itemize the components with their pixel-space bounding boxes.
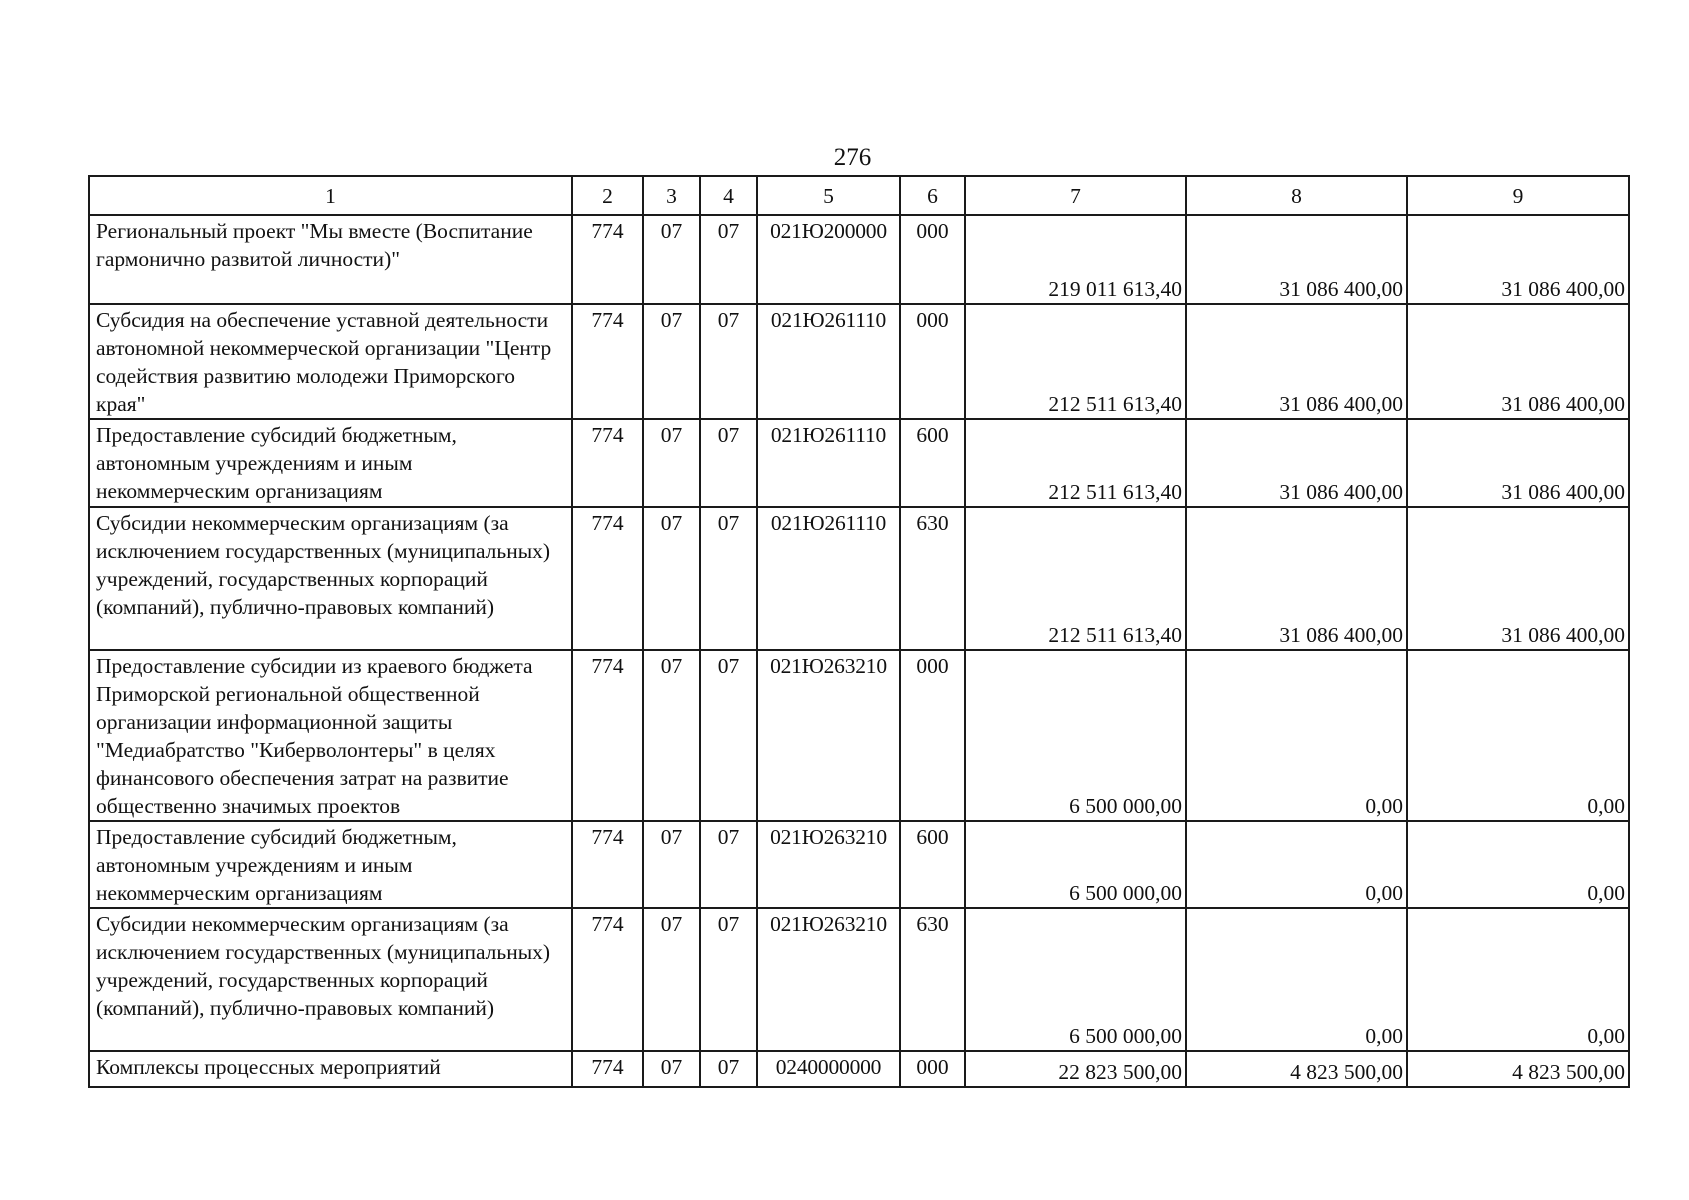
cell-subsection: 07 <box>700 419 757 507</box>
cell-subsection: 07 <box>700 650 757 821</box>
cell-amount-col7: 22 823 500,00 <box>965 1051 1186 1087</box>
cell-amount-col7: 212 511 613,40 <box>965 507 1186 650</box>
cell-section: 07 <box>643 215 700 304</box>
row-name: Субсидии некоммерческим организациям (за исключением государственных (муниципальных) учреждений, государственных корпораций (компаний), публично-правовых компаний) <box>89 908 572 1051</box>
cell-amount-col9: 31 086 400,00 <box>1407 215 1629 304</box>
cell-amount-col9: 0,00 <box>1407 908 1629 1051</box>
row-name: Комплексы процессных мероприятий <box>89 1051 572 1087</box>
table-row <box>89 304 1629 419</box>
cell-amount-col7: 6 500 000,00 <box>965 908 1186 1051</box>
cell-target-article: 021Ю261110 <box>757 419 900 507</box>
cell-subsection: 07 <box>700 821 757 908</box>
cell-subsection: 07 <box>700 215 757 304</box>
cell-amount-col9: 31 086 400,00 <box>1407 419 1629 507</box>
cell-section: 07 <box>643 908 700 1051</box>
cell-target-article: 021Ю263210 <box>757 821 900 908</box>
table-row <box>89 507 1629 650</box>
cell-amount-col9: 31 086 400,00 <box>1407 507 1629 650</box>
cell-target-article: 021Ю261110 <box>757 507 900 650</box>
cell-amount-col8: 0,00 <box>1186 650 1407 821</box>
cell-target-article: 0240000000 <box>757 1051 900 1087</box>
cell-department: 774 <box>572 304 643 419</box>
cell-amount-col8: 0,00 <box>1186 821 1407 908</box>
cell-section: 07 <box>643 507 700 650</box>
cell-amount-col9: 0,00 <box>1407 650 1629 821</box>
row-name: Субсидия на обеспечение уставной деятельности автономной некоммерческой организации "Центр содействия развитию молодежи Приморского края" <box>89 304 572 419</box>
cell-section: 07 <box>643 1051 700 1087</box>
cell-section: 07 <box>643 419 700 507</box>
cell-amount-col8: 31 086 400,00 <box>1186 507 1407 650</box>
cell-expense-type: 630 <box>900 908 965 1051</box>
cell-subsection: 07 <box>700 1051 757 1087</box>
column-header: 3 <box>643 176 700 215</box>
table-row <box>89 215 1629 304</box>
row-name: Субсидии некоммерческим организациям (за исключением государственных (муниципальных) учреждений, государственных корпораций (компаний), публично-правовых компаний) <box>89 507 572 650</box>
cell-amount-col9: 0,00 <box>1407 821 1629 908</box>
cell-department: 774 <box>572 1051 643 1087</box>
table-header-row <box>89 176 1629 215</box>
cell-amount-col8: 31 086 400,00 <box>1186 419 1407 507</box>
cell-expense-type: 600 <box>900 821 965 908</box>
row-name: Предоставление субсидий бюджетным, автономным учреждениям и иным некоммерческим организациям <box>89 821 572 908</box>
cell-department: 774 <box>572 821 643 908</box>
table-row <box>89 821 1629 908</box>
column-header: 7 <box>965 176 1186 215</box>
row-name: Региональный проект "Мы вместе (Воспитание гармонично развитой личности)" <box>89 215 572 304</box>
column-header: 8 <box>1186 176 1407 215</box>
table-row <box>89 650 1629 821</box>
cell-expense-type: 000 <box>900 304 965 419</box>
column-header: 6 <box>900 176 965 215</box>
budget-table <box>88 175 1630 1088</box>
cell-section: 07 <box>643 821 700 908</box>
cell-amount-col7: 212 511 613,40 <box>965 304 1186 419</box>
cell-expense-type: 000 <box>900 215 965 304</box>
column-header: 4 <box>700 176 757 215</box>
table-row <box>89 419 1629 507</box>
cell-target-article: 021Ю200000 <box>757 215 900 304</box>
cell-amount-col7: 6 500 000,00 <box>965 650 1186 821</box>
cell-amount-col7: 212 511 613,40 <box>965 419 1186 507</box>
cell-department: 774 <box>572 650 643 821</box>
cell-target-article: 021Ю263210 <box>757 908 900 1051</box>
cell-amount-col8: 31 086 400,00 <box>1186 215 1407 304</box>
cell-amount-col9: 4 823 500,00 <box>1407 1051 1629 1087</box>
cell-department: 774 <box>572 215 643 304</box>
cell-expense-type: 630 <box>900 507 965 650</box>
table-row <box>89 908 1629 1051</box>
cell-department: 774 <box>572 908 643 1051</box>
cell-amount-col8: 0,00 <box>1186 908 1407 1051</box>
cell-amount-col8: 31 086 400,00 <box>1186 304 1407 419</box>
cell-expense-type: 000 <box>900 1051 965 1087</box>
cell-amount-col9: 31 086 400,00 <box>1407 304 1629 419</box>
cell-amount-col8: 4 823 500,00 <box>1186 1051 1407 1087</box>
row-name: Предоставление субсидий бюджетным, автономным учреждениям и иным некоммерческим организациям <box>89 419 572 507</box>
cell-section: 07 <box>643 304 700 419</box>
cell-target-article: 021Ю261110 <box>757 304 900 419</box>
table-row <box>89 1051 1629 1087</box>
page-number: 276 <box>833 144 872 171</box>
column-header: 1 <box>89 176 572 215</box>
column-header: 5 <box>757 176 900 215</box>
column-header: 9 <box>1407 176 1629 215</box>
cell-subsection: 07 <box>700 908 757 1051</box>
row-name: Предоставление субсидии из краевого бюджета Приморской региональной общественной организации информационной защиты "Медиабратство "Киберволонтеры" в целях финансового обеспечения затрат на развитие общественно значимых проектов <box>89 650 572 821</box>
cell-target-article: 021Ю263210 <box>757 650 900 821</box>
cell-amount-col7: 219 011 613,40 <box>965 215 1186 304</box>
cell-expense-type: 600 <box>900 419 965 507</box>
column-header: 2 <box>572 176 643 215</box>
cell-department: 774 <box>572 419 643 507</box>
cell-section: 07 <box>643 650 700 821</box>
cell-amount-col7: 6 500 000,00 <box>965 821 1186 908</box>
cell-expense-type: 000 <box>900 650 965 821</box>
cell-department: 774 <box>572 507 643 650</box>
cell-subsection: 07 <box>700 304 757 419</box>
cell-subsection: 07 <box>700 507 757 650</box>
